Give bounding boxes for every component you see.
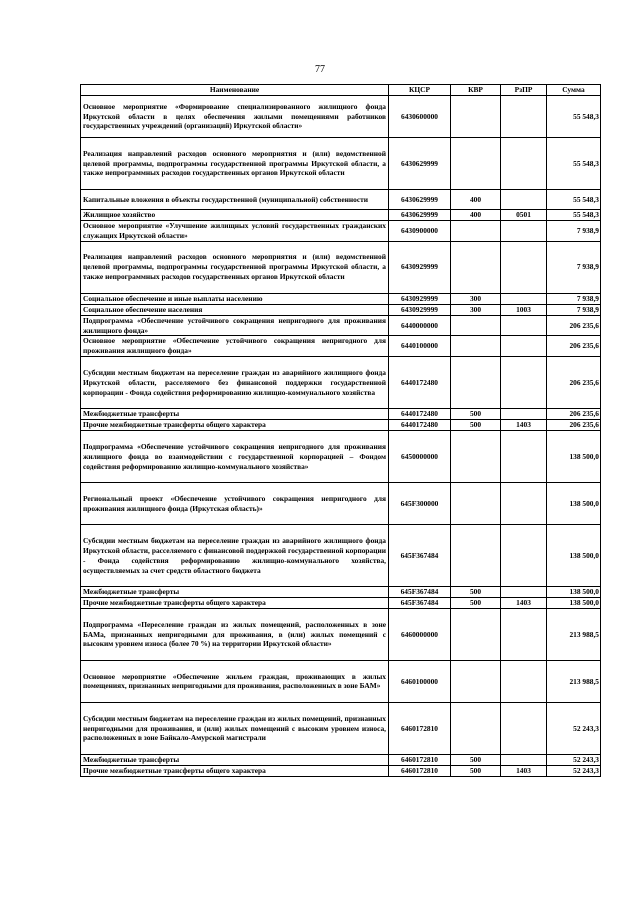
row-kcsr: 6430600000 — [389, 96, 451, 138]
row-rzpr — [501, 702, 547, 754]
row-rzpr: 1003 — [501, 304, 547, 315]
row-name: Межбюджетные трансферты — [81, 754, 389, 765]
row-rzpr — [501, 96, 547, 138]
row-kcsr: 6430929999 — [389, 293, 451, 304]
row-kvr — [451, 241, 501, 293]
row-rzpr — [501, 138, 547, 190]
row-kvr — [451, 336, 501, 357]
table-row — [81, 241, 601, 293]
row-kvr — [451, 431, 501, 483]
row-sum: 55 548,3 — [547, 138, 601, 190]
row-rzpr — [501, 190, 547, 210]
row-rzpr: 1403 — [501, 765, 547, 776]
table-row — [81, 138, 601, 190]
row-rzpr: 1403 — [501, 420, 547, 431]
row-name: Реализация направлений расходов основного мероприятия и (или) ведомственной целевой программы, подпрограммы государственной программы Иркутской области, а также непрограммных расходов государственных органов Иркутской области — [81, 138, 389, 190]
table-row — [81, 336, 601, 357]
row-kcsr: 6460000000 — [389, 608, 451, 660]
table-row — [81, 754, 601, 765]
row-name: Межбюджетные трансферты — [81, 587, 389, 598]
row-kcsr: 6440172480 — [389, 357, 451, 409]
row-rzpr — [501, 241, 547, 293]
table-row — [81, 357, 601, 409]
row-name: Прочие межбюджетные трансферты общего характера — [81, 765, 389, 776]
row-sum: 55 548,3 — [547, 96, 601, 138]
table-row — [81, 608, 601, 660]
row-rzpr — [501, 336, 547, 357]
row-name: Подпрограмма «Обеспечение устойчивого сокращения непригодного для проживания жилищного фонда во взаимодействии с государственной корпорацией – Фондом содействия реформированию жилищно-коммунального хозяйства» — [81, 431, 389, 483]
table-row — [81, 315, 601, 336]
row-name: Субсидии местным бюджетам на переселение граждан из аварийного жилищного фонда Иркутской области, расселяемого без финансовой поддержки государственной корпорации - Фонда содействия реформированию жилищно-коммунального хозяйства — [81, 357, 389, 409]
row-name: Подпрограмма «Переселение граждан из жилых помещений, расположенных в зоне БАМа, признанных непригодными для проживания, в (или) жилых помещений с высоким уровнем износа (более 70 %) на территории Иркутской области» — [81, 608, 389, 660]
row-kvr — [451, 608, 501, 660]
header-sum: Сумма — [547, 85, 601, 96]
row-kcsr: 6440000000 — [389, 315, 451, 336]
table-row — [81, 702, 601, 754]
table-row — [81, 765, 601, 776]
row-name: Основное мероприятие «Обеспечение устойчивого сокращения непригодного для проживания жилищного фонда» — [81, 336, 389, 357]
row-name: Капитальные вложения в объекты государственной (муниципальной) собственности — [81, 190, 389, 210]
row-kcsr: 6440172480 — [389, 420, 451, 431]
table-row — [81, 220, 601, 241]
row-kcsr: 6430629999 — [389, 190, 451, 210]
row-sum: 206 235,6 — [547, 357, 601, 409]
row-kcsr: 645F300000 — [389, 483, 451, 525]
table-row — [81, 304, 601, 315]
row-rzpr — [501, 220, 547, 241]
row-sum: 213 988,5 — [547, 660, 601, 702]
row-name: Социальное обеспечение населения — [81, 304, 389, 315]
table-row — [81, 660, 601, 702]
row-kvr — [451, 702, 501, 754]
row-kcsr: 6450000000 — [389, 431, 451, 483]
row-kvr: 500 — [451, 598, 501, 609]
table-row — [81, 96, 601, 138]
row-kcsr: 6440100000 — [389, 336, 451, 357]
row-kcsr: 645F367484 — [389, 598, 451, 609]
row-sum: 52 243,3 — [547, 765, 601, 776]
row-sum: 138 500,0 — [547, 598, 601, 609]
row-kvr — [451, 525, 501, 587]
table-row — [81, 587, 601, 598]
row-kcsr: 6460172810 — [389, 754, 451, 765]
row-rzpr — [501, 608, 547, 660]
row-kcsr: 6430629999 — [389, 210, 451, 221]
row-name: Реализация направлений расходов основного мероприятия и (или) ведомственной целевой программы, подпрограммы государственной программы Иркутской области, а также непрограммных расходов государственных органов Иркутской области — [81, 241, 389, 293]
row-kvr — [451, 357, 501, 409]
table-row — [81, 598, 601, 609]
row-name: Прочие межбюджетные трансферты общего характера — [81, 420, 389, 431]
row-sum: 55 548,3 — [547, 210, 601, 221]
table-row — [81, 525, 601, 587]
row-name: Субсидии местным бюджетам на переселение граждан из аварийного жилищного фонда Иркутской области, расселяемого с финансовой поддержкой государственной корпорации - Фонда содействия реформированию жилищно-коммунального хозяйства, осуществляемых за счет средств областного бюджета — [81, 525, 389, 587]
row-sum: 206 235,6 — [547, 336, 601, 357]
row-kcsr: 6460172810 — [389, 702, 451, 754]
row-sum: 138 500,0 — [547, 587, 601, 598]
row-sum: 55 548,3 — [547, 190, 601, 210]
row-kcsr: 645F367484 — [389, 525, 451, 587]
table-row — [81, 409, 601, 420]
header-kvr: КВР — [451, 85, 501, 96]
budget-table — [80, 84, 601, 777]
row-rzpr — [501, 483, 547, 525]
row-sum: 138 500,0 — [547, 431, 601, 483]
header-name: Наименование — [81, 85, 389, 96]
row-kvr: 500 — [451, 587, 501, 598]
table-row — [81, 431, 601, 483]
row-kvr: 500 — [451, 420, 501, 431]
row-name: Прочие межбюджетные трансферты общего характера — [81, 598, 389, 609]
row-kcsr: 6430929999 — [389, 304, 451, 315]
row-rzpr — [501, 293, 547, 304]
row-kvr: 500 — [451, 754, 501, 765]
header-kcsr: КЦСР — [389, 85, 451, 96]
row-sum: 206 235,6 — [547, 409, 601, 420]
table-row — [81, 210, 601, 221]
row-rzpr: 1403 — [501, 598, 547, 609]
row-name: Социальное обеспечение и иные выплаты населению — [81, 293, 389, 304]
row-kvr — [451, 315, 501, 336]
row-rzpr — [501, 357, 547, 409]
row-kvr — [451, 96, 501, 138]
row-name: Субсидии местным бюджетам на переселение граждан из жилых помещений, признанных непригодными для проживания, и (или) жилых помещений с высоким уровнем износа, расположенных в зоне Байкало-Амурской магистрали — [81, 702, 389, 754]
row-kvr: 500 — [451, 765, 501, 776]
row-sum: 138 500,0 — [547, 525, 601, 587]
row-kvr — [451, 483, 501, 525]
table-row — [81, 483, 601, 525]
row-sum: 52 243,3 — [547, 754, 601, 765]
row-kvr — [451, 138, 501, 190]
row-name: Основное мероприятие «Обеспечение жильем граждан, проживающих в жилых помещениях, признанных непригодными для проживания, расположенных в зоне БАМ» — [81, 660, 389, 702]
row-rzpr — [501, 409, 547, 420]
row-rzpr: 0501 — [501, 210, 547, 221]
row-kvr — [451, 220, 501, 241]
row-name: Основное мероприятие «Улучшение жилищных условий государственных гражданских служащих Иркутской области» — [81, 220, 389, 241]
table-row — [81, 190, 601, 210]
row-kvr: 300 — [451, 293, 501, 304]
row-sum: 7 938,9 — [547, 220, 601, 241]
table-header-row — [81, 85, 601, 96]
row-name: Подпрограмма «Обеспечение устойчивого сокращения непригодного для проживания жилищного фонда» — [81, 315, 389, 336]
row-name: Жилищное хозяйство — [81, 210, 389, 221]
row-rzpr — [501, 525, 547, 587]
row-kcsr: 645F367484 — [389, 587, 451, 598]
row-kcsr: 6430629999 — [389, 138, 451, 190]
table-row — [81, 420, 601, 431]
row-sum: 206 235,6 — [547, 315, 601, 336]
row-kcsr: 6430900000 — [389, 220, 451, 241]
row-kcsr: 6460172810 — [389, 765, 451, 776]
row-rzpr — [501, 660, 547, 702]
row-sum: 7 938,9 — [547, 304, 601, 315]
row-kvr: 400 — [451, 210, 501, 221]
row-sum: 7 938,9 — [547, 241, 601, 293]
row-kvr: 400 — [451, 190, 501, 210]
row-kcsr: 6430929999 — [389, 241, 451, 293]
header-rzpr: РзПР — [501, 85, 547, 96]
row-rzpr — [501, 754, 547, 765]
row-kcsr: 6440172480 — [389, 409, 451, 420]
row-name: Межбюджетные трансферты — [81, 409, 389, 420]
row-sum: 213 988,5 — [547, 608, 601, 660]
row-rzpr — [501, 431, 547, 483]
row-kvr: 300 — [451, 304, 501, 315]
table-body — [81, 96, 601, 777]
row-rzpr — [501, 587, 547, 598]
page-number: 77 — [315, 64, 325, 75]
row-kvr — [451, 660, 501, 702]
row-sum: 206 235,6 — [547, 420, 601, 431]
row-sum: 52 243,3 — [547, 702, 601, 754]
row-sum: 138 500,0 — [547, 483, 601, 525]
row-kvr: 500 — [451, 409, 501, 420]
table-row — [81, 293, 601, 304]
row-name: Основное мероприятие «Формирование специализированного жилищного фонда Иркутской области в целях обеспечения жилыми помещениями работников государственных учреждений (организаций) Иркутской области» — [81, 96, 389, 138]
row-sum: 7 938,9 — [547, 293, 601, 304]
row-rzpr — [501, 315, 547, 336]
row-name: Региональный проект «Обеспечение устойчивого сокращения непригодного для проживания жилищного фонда (Иркутская область)» — [81, 483, 389, 525]
row-kcsr: 6460100000 — [389, 660, 451, 702]
